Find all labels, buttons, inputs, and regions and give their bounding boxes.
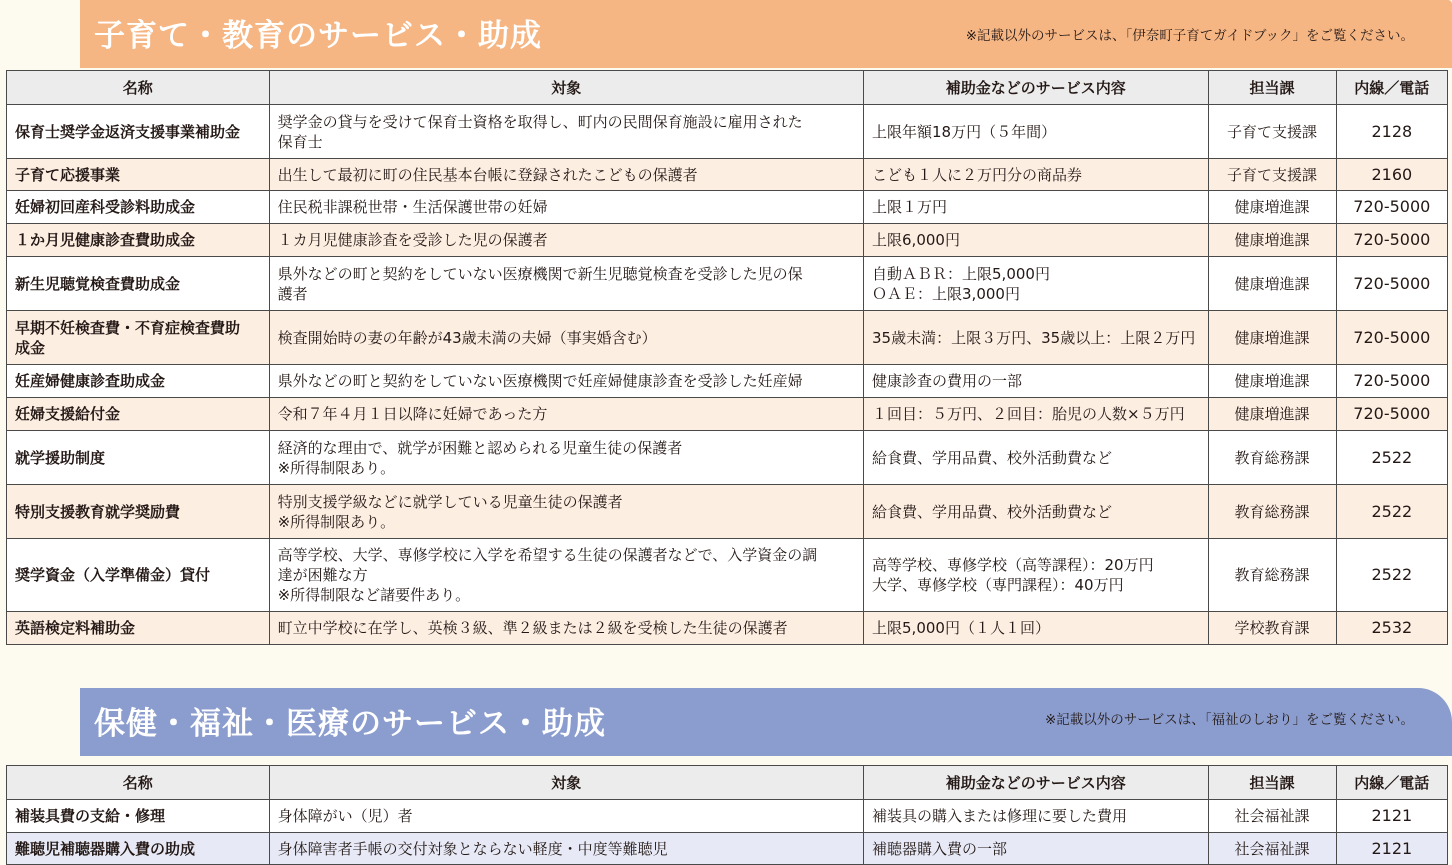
cell-name [7, 365, 270, 398]
cell-line: １か月児健康診査費助成金 [15, 231, 196, 249]
cell-name [7, 257, 270, 311]
cell-line: 上限年額18万円（５年間） [872, 122, 1057, 141]
cell-service [864, 485, 1208, 539]
cell-line: ＯＡＥ：上限3,000円 [872, 284, 1020, 303]
cell-service [864, 431, 1208, 485]
cell-name [7, 224, 270, 257]
cell-ext: 2121 [1336, 833, 1447, 865]
cell-line: 35歳未満：上限３万円、35歳以上：上限２万円 [872, 328, 1196, 347]
table-row [7, 365, 1448, 398]
cell-line: 県外などの町と契約をしていない医療機関で妊産婦健康診査を受診した妊産婦 [277, 372, 803, 390]
cell-line: 奨学資金（入学準備金）貸付 [15, 566, 211, 584]
cell-dept: 健康増進課 [1208, 398, 1336, 431]
cell-target [269, 365, 863, 398]
cell-name [7, 833, 270, 865]
cell-line: 住民税非課税世帯・生活保護世帯の妊婦 [277, 198, 548, 216]
cell-ext: 2532 [1336, 612, 1447, 645]
header-dept: 担当課 [1208, 766, 1336, 800]
cell-dept: 健康増進課 [1208, 311, 1336, 365]
section-title: 保健・福祉・医療のサービス・助成 [94, 706, 606, 742]
cell-dept: 教育総務課 [1208, 485, 1336, 539]
cell-target [269, 105, 863, 159]
cell-line: 給食費、学用品費、校外活動費など [872, 448, 1113, 467]
cell-name [7, 105, 270, 159]
cell-line: 上限１万円 [872, 198, 948, 216]
cell-line: 達が困難な方 [277, 566, 368, 584]
cell-ext: 720-5000 [1336, 224, 1447, 257]
cell-ext: 2160 [1336, 159, 1447, 191]
cell-dept: 子育て支援課 [1208, 159, 1336, 191]
cell-line: 経済的な理由で、就学が困難と認められる児童生徒の保護者 [277, 438, 683, 457]
cell-service [864, 224, 1208, 257]
table-row [7, 191, 1448, 224]
table-header-row [7, 71, 1448, 105]
cell-line: １カ月児健康診査を受診した児の保護者 [277, 231, 548, 249]
services-table [6, 70, 1448, 645]
cell-dept: 健康増進課 [1208, 191, 1336, 224]
cell-line: 上限6,000円 [872, 231, 960, 249]
cell-line: 就学援助制度 [15, 448, 106, 467]
cell-ext: 720-5000 [1336, 365, 1447, 398]
cell-name [7, 311, 270, 365]
header-dept: 担当課 [1208, 71, 1336, 105]
cell-line: 上限5,000円（１人１回） [872, 619, 1050, 637]
header-service: 補助金などのサービス内容 [864, 766, 1208, 800]
cell-line: 出生して最初に町の住民基本台帳に登録されたこどもの保護者 [277, 165, 698, 184]
cell-name [7, 191, 270, 224]
table-header-row [7, 766, 1448, 800]
cell-target [269, 398, 863, 431]
cell-name [7, 612, 270, 645]
cell-service [864, 311, 1208, 365]
cell-line: 身体障がい（児）者 [277, 807, 413, 825]
cell-line: 給食費、学用品費、校外活動費など [872, 502, 1113, 521]
cell-ext: 2121 [1336, 800, 1447, 833]
cell-line: 県外などの町と契約をしていない医療機関で新生児聴覚検査を受診した児の保 [277, 264, 803, 283]
cell-target [269, 800, 863, 833]
table-row [7, 612, 1448, 645]
table-row [7, 105, 1448, 159]
cell-line: 難聴児補聴器購入費の助成 [15, 839, 196, 858]
table-row [7, 224, 1448, 257]
cell-name [7, 431, 270, 485]
cell-name [7, 539, 270, 612]
cell-line: 保育士奨学金返済支援事業補助金 [15, 122, 241, 141]
table-row [7, 159, 1448, 191]
cell-ext: 2522 [1336, 539, 1447, 612]
table-row [7, 398, 1448, 431]
cell-name [7, 398, 270, 431]
header-name: 名称 [7, 71, 270, 105]
cell-line: 奨学金の貸与を受けて保育士資格を取得し、町内の民間保育施設に雇用された [277, 112, 803, 131]
cell-target [269, 159, 863, 191]
cell-line: 護者 [277, 284, 308, 303]
cell-service [864, 612, 1208, 645]
cell-dept: 子育て支援課 [1208, 105, 1336, 159]
cell-line: 特別支援教育就学奨励費 [15, 502, 181, 521]
cell-dept: 健康増進課 [1208, 224, 1336, 257]
cell-dept: 教育総務課 [1208, 539, 1336, 612]
cell-line: 検査開始時の妻の年齢が43歳未満の夫婦（事実婚含む） [277, 328, 657, 347]
cell-line: ※所得制限あり。 [277, 512, 396, 531]
table-body [7, 800, 1448, 865]
header-service: 補助金などのサービス内容 [864, 71, 1208, 105]
cell-name [7, 485, 270, 539]
cell-line: 補装具費の支給・修理 [15, 807, 166, 825]
cell-ext: 720-5000 [1336, 191, 1447, 224]
header-ext: 内線／電話 [1336, 71, 1447, 105]
cell-line: 妊婦初回産科受診料助成金 [15, 198, 196, 216]
cell-dept: 健康増進課 [1208, 257, 1336, 311]
cell-line: ※所得制限あり。 [277, 458, 396, 477]
cell-service [864, 159, 1208, 191]
section-banner [0, 0, 1452, 68]
cell-service [864, 365, 1208, 398]
cell-name [7, 800, 270, 833]
table-row [7, 311, 1448, 365]
cell-service [864, 800, 1208, 833]
table-row [7, 485, 1448, 539]
cell-dept: 学校教育課 [1208, 612, 1336, 645]
cell-service [864, 398, 1208, 431]
cell-target [269, 485, 863, 539]
cell-target [269, 833, 863, 865]
cell-dept: 社会福祉課 [1208, 833, 1336, 865]
cell-dept: 教育総務課 [1208, 431, 1336, 485]
cell-target [269, 224, 863, 257]
cell-line: 保育士 [277, 132, 323, 151]
cell-line: 高等学校、専修学校（高等課程）：20万円 [872, 556, 1154, 574]
table-row [7, 800, 1448, 833]
cell-line: 妊産婦健康診査助成金 [15, 372, 166, 390]
cell-line: 子育て応援事業 [15, 165, 121, 184]
cell-dept: 健康増進課 [1208, 365, 1336, 398]
cell-line: 大学、専修学校（専門課程）：40万円 [872, 576, 1124, 594]
cell-line: 妊婦支援給付金 [15, 405, 121, 423]
section-note: ※記載以外のサービスは、「伊奈町子育てガイドブック」をご覧ください。 [965, 28, 1414, 44]
cell-target [269, 612, 863, 645]
cell-ext: 720-5000 [1336, 311, 1447, 365]
cell-line: 健康診査の費用の一部 [872, 372, 1023, 390]
table-row [7, 431, 1448, 485]
cell-dept: 社会福祉課 [1208, 800, 1336, 833]
header-target: 対象 [269, 71, 863, 105]
cell-ext: 720-5000 [1336, 398, 1447, 431]
cell-service [864, 191, 1208, 224]
cell-line: 成金 [15, 338, 46, 357]
cell-line: 令和７年４月１日以降に妊婦であった方 [277, 405, 548, 423]
cell-line: 自動ＡＢＲ：上限5,000円 [872, 264, 1050, 283]
table-row [7, 833, 1448, 865]
cell-line: 身体障害者手帳の交付対象とならない軽度・中度等難聴児 [277, 839, 668, 858]
cell-line: 新生児聴覚検査費助成金 [15, 274, 181, 293]
cell-service [864, 539, 1208, 612]
cell-target [269, 539, 863, 612]
section-title: 子育て・教育のサービス・助成 [94, 18, 542, 54]
cell-ext: 2128 [1336, 105, 1447, 159]
cell-target [269, 191, 863, 224]
cell-target [269, 257, 863, 311]
cell-line: １回目：５万円、２回目：胎児の人数×５万円 [872, 405, 1185, 423]
cell-service [864, 257, 1208, 311]
cell-line: こども１人に２万円分の商品券 [872, 165, 1083, 184]
cell-line: 補聴器購入費の一部 [872, 839, 1008, 858]
cell-service [864, 105, 1208, 159]
table-row [7, 257, 1448, 311]
header-target: 対象 [269, 766, 863, 800]
cell-line: 補装具の購入または修理に要した費用 [872, 807, 1128, 825]
services-table [6, 765, 1448, 865]
table-row [7, 539, 1448, 612]
cell-ext: 2522 [1336, 431, 1447, 485]
header-name: 名称 [7, 766, 270, 800]
cell-service [864, 833, 1208, 865]
cell-target [269, 431, 863, 485]
section-note: ※記載以外のサービスは、「福祉のしおり」をご覧ください。 [1044, 712, 1414, 728]
cell-line: 高等学校、大学、専修学校に入学を希望する生徒の保護者などで、入学資金の調 [277, 546, 818, 564]
section-banner [0, 688, 1452, 756]
cell-ext: 720-5000 [1336, 257, 1447, 311]
cell-ext: 2522 [1336, 485, 1447, 539]
cell-line: ※所得制限など諸要件あり。 [277, 586, 471, 604]
cell-name [7, 159, 270, 191]
table-body [7, 105, 1448, 645]
cell-target [269, 311, 863, 365]
cell-line: 特別支援学級などに就学している児童生徒の保護者 [277, 492, 623, 511]
cell-line: 早期不妊検査費・不育症検査費助 [15, 318, 241, 337]
header-ext: 内線／電話 [1336, 766, 1447, 800]
cell-line: 英語検定料補助金 [15, 619, 136, 637]
cell-line: 町立中学校に在学し、英検３級、準２級または２級を受検した生徒の保護者 [277, 619, 788, 637]
